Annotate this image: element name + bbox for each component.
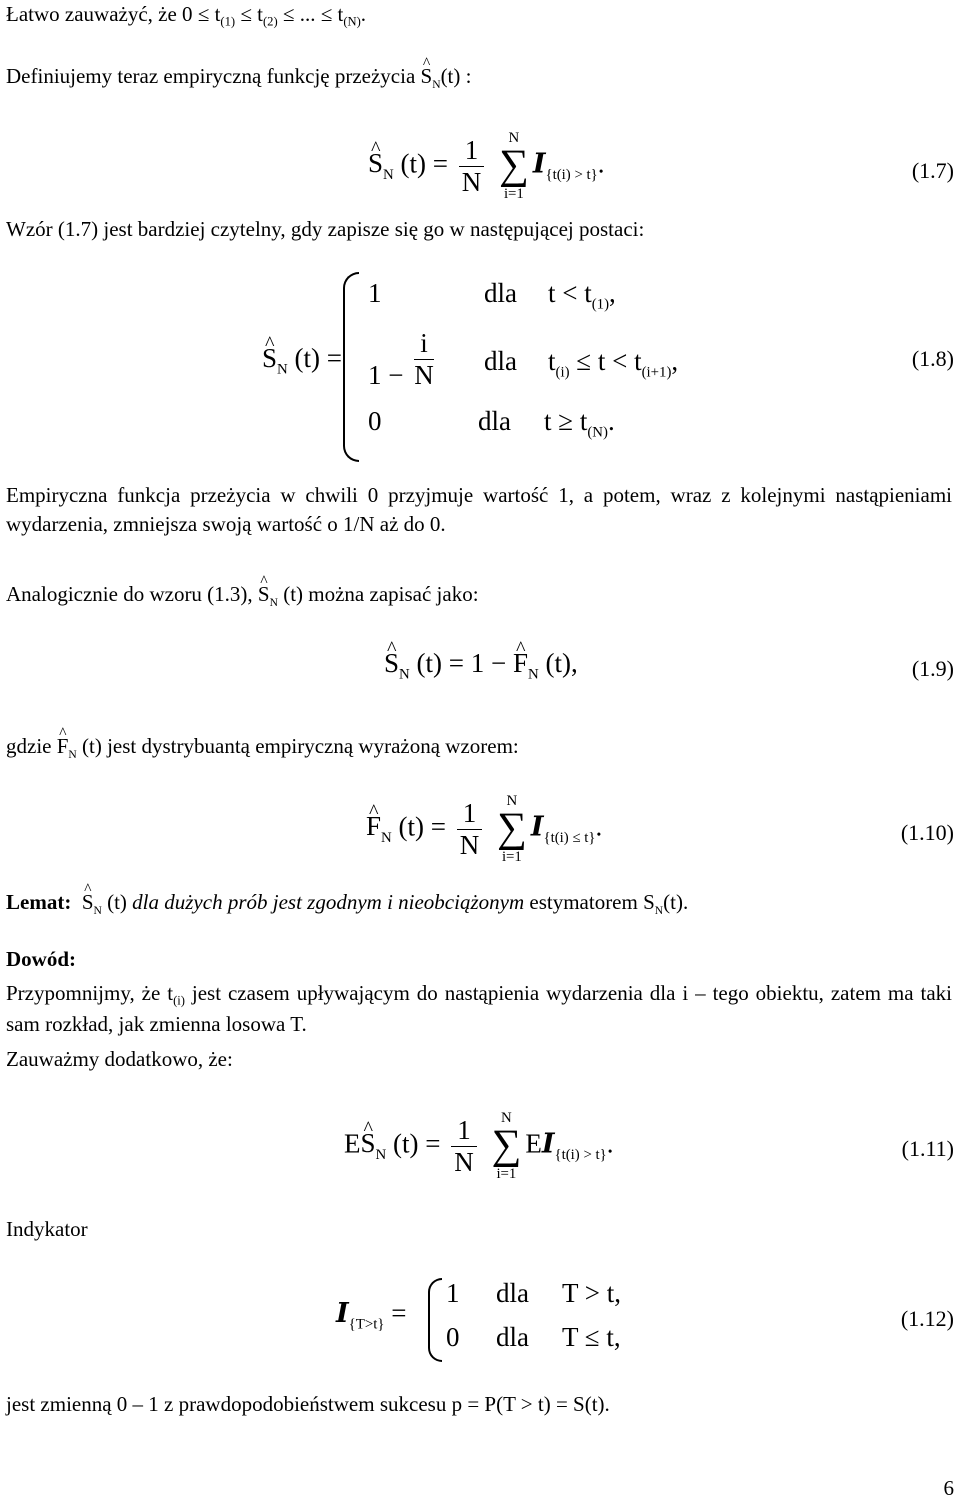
summation: N ∑ i=1 [498,130,529,203]
left-brace [428,1278,442,1362]
closing-line: jest zmienną 0 – 1 z prawdopodobieństwem sukcesu p = P(T > t) = S(t). [6,1392,610,1416]
case-row-2: 0 dla T ≤ t, [446,1322,621,1352]
equation-number: (1.9) [911,656,954,681]
equation-number: (1.12) [900,1306,954,1331]
wzor-line: Wzór (1.7) jest bardziej czytelny, gdy zapisze się go w następującej postaci: [6,217,645,241]
equation-1-9: ^ $S_N$ (t) = 1 − ^ $F_N$ (t), [384,650,578,683]
case-row-1: 1 dla T > t, [446,1278,621,1308]
equation-number: (1.10) [900,820,954,845]
paragraph: Empiryczna funkcja przeżycia w chwili 0 przyjmuje wartość 1, a potem, wraz z kolejnymi nastąpieniami wydarzenia, zmniejsza swoją wartość o 1/N aż do 0. [6,483,952,537]
equation-1-11: E^ $S_N$ (t) = $\frac{1}{N}$ N ∑ i=1 $EI_{\{t(i) > t\}}$. [344,1110,614,1182]
proof-heading: Dowód: [6,947,77,971]
page-number: 6 [943,1476,954,1500]
equation-number: (1.7) [911,158,954,183]
definition-line: Definiujemy teraz empiryczną funkcję przeżycia ^ $S_N(t)$ : [6,62,471,93]
intro-line: Łatwo zauważyć, że $0 \le t_{(1)} \le t_{(2)}$ ≤ ... ≤ $t_{(N)}$. [6,2,367,29]
fraction: $\frac{1}{N}$ [451,1117,477,1176]
analog-line: Analogicznie do wzoru (1.3), ^ $S_N$ (t) można zapisać jako: [6,580,479,611]
case-row-1: 1 dla $t < t_{(1)}$, [368,278,616,313]
fraction: $\frac{i}{N}$ [414,328,434,390]
lemma: Lemat: ^ $S_N$ (t) dla dużych prób jest zgodnym i nieobciążonym estymatorem $S_N(t)$. [6,888,688,919]
zauwazmy-line: Zauważmy dodatkowo, że: [6,1047,233,1071]
indykator-label: Indykator [6,1217,88,1241]
equation-number: (1.8) [911,346,954,371]
summation: N ∑ i=1 [491,1110,522,1183]
equation-1-10: ^ $F_N$ (t) = $\frac{1}{N}$ N ∑ i=1 $I_{\{t(i) \le t\}}$. [366,793,602,865]
fraction: $\frac{1}{N}$ [459,137,485,196]
equation-1-8-lhs: ^ $S_N$ (t) = [262,345,342,378]
paragraph: Przypomnijmy, że $t_{(i)}$ jest czasem upływającym do nastąpienia wydarzenia dla i – tego obiektu, zatem ma taki sam rozkład, jak zmienna losowa T. [6,981,952,1037]
equation-1-7: ^ $S_N$ (t) = $\frac{1}{N}$ N ∑ i=1 $I_{\{t(i) > t\}}$. [368,130,605,202]
case-row-3: 0 dla $t \ge t_{(N)}$. [368,406,615,441]
case-row-2: 1 − $\frac{i}{N}$ dla $t_{(i)} \le t < t_{(i+1)}$, [368,328,679,390]
left-brace [343,272,359,462]
summation: N ∑ i=1 [496,793,527,866]
equation-number: (1.11) [901,1136,954,1161]
gdzie-line: gdzie ^ $F_N$ (t) jest dystrybuantą empiryczną wyrażoną wzorem: [6,732,519,763]
equation-1-12-lhs: $I_{\{T>t\}}$ = [336,1298,407,1333]
fraction: $\frac{1}{N}$ [457,800,483,859]
